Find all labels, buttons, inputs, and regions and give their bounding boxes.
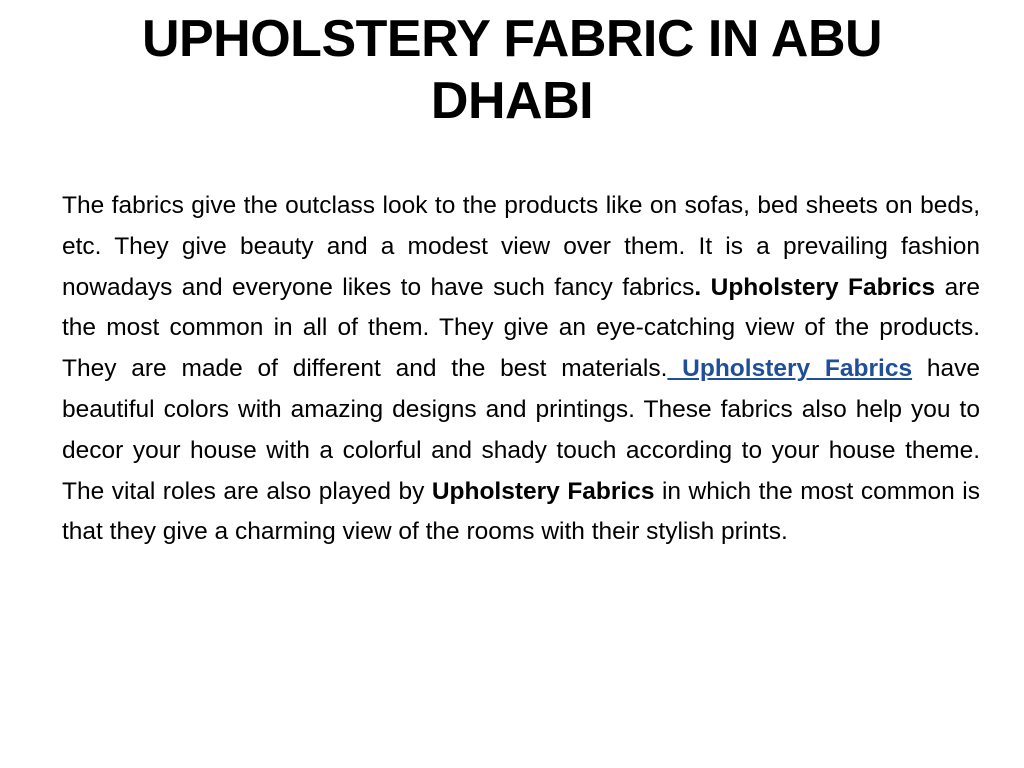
paragraph-text-1: The fabrics give the outclass look to the products like on sofas, bed sheets on beds, etc. They give beauty and a modest view over them. It is a prevailing fashion nowadays and everyone likes to have such fancy fabrics xyxy=(62,192,980,301)
slide-title: UPHOLSTERY FABRIC IN ABU DHABI xyxy=(141,10,883,130)
bold-keyword-1: . Upholstery Fabrics xyxy=(694,273,936,301)
upholstery-fabrics-link[interactable]: Upholstery Fabrics xyxy=(667,355,913,383)
paragraph-text-4: in which the most common is that they give a charming view of the rooms with their stylish prints. xyxy=(62,477,980,546)
body-paragraph xyxy=(62,186,980,553)
paragraph-text-3: have beautiful colors with amazing designs and printings. These fabrics also help you to decor your house with a colorful and shady touch according to your house theme. The vital roles are also played by xyxy=(62,355,980,505)
bold-keyword-2: Upholstery Fabrics xyxy=(431,477,655,505)
paragraph-text-2: are the most common in all of them. They give an eye-catching view of the products. They are made of different and the best materials. xyxy=(62,273,981,383)
